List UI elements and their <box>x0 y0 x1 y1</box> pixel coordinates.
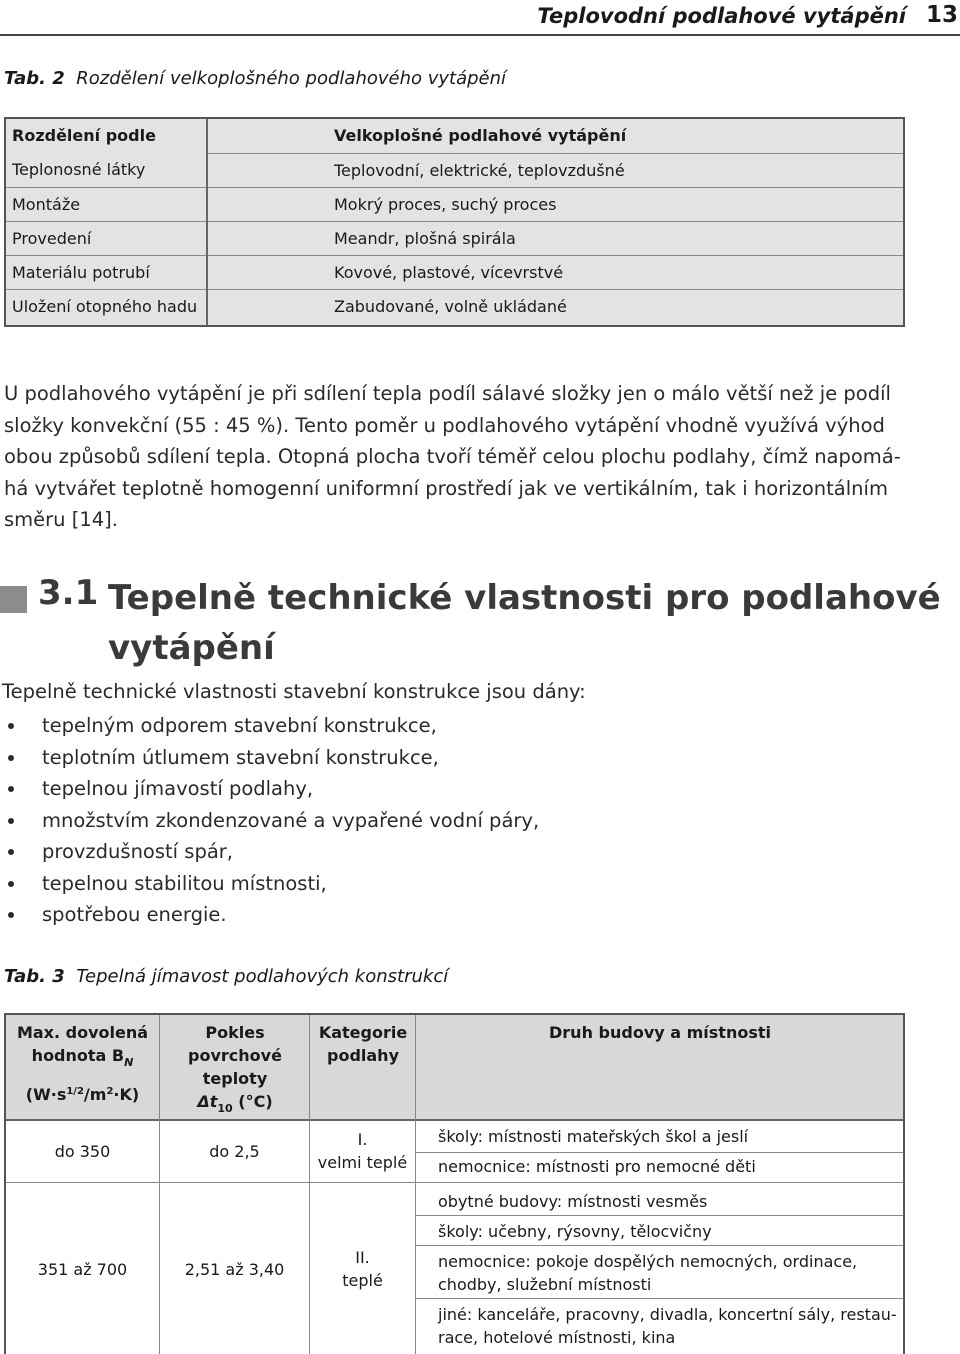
table2-row-value: Teplovodní, elektrické, teplovzdušné <box>208 153 903 187</box>
list-item: tepelným odporem stavební konstrukce, <box>8 710 539 742</box>
section-title-line: Tepelně technické vlastnosti pro podlahové <box>108 578 941 618</box>
bullet-icon <box>8 755 14 761</box>
header-rule <box>0 34 960 36</box>
table2-caption-text: Rozdělení velkoplošného podlahového vytápění <box>76 68 507 89</box>
table3 <box>4 1013 905 1354</box>
paragraph-line: směru [14]. <box>4 508 118 531</box>
table2-row-label: Materiálu potrubí <box>6 255 206 289</box>
table3-column-divider <box>415 1015 416 1354</box>
list-item: tepelnou jímavostí podlahy, <box>8 773 539 805</box>
table3-header-row <box>6 1015 903 1121</box>
table2 <box>4 117 905 327</box>
section-title <box>108 573 941 673</box>
table2-row-value: Meandr, plošná spirála <box>208 221 903 255</box>
bullet-icon <box>8 912 14 918</box>
list-item: provzdušností spár, <box>8 836 539 868</box>
table3-header-building: Druh budovy a místnosti <box>549 1023 771 1042</box>
properties-list <box>8 710 539 931</box>
bullet-icon <box>8 786 14 792</box>
table3-cell-building: nemocnice: pokoje dospělých nemocných, ordinace, chodby, služební místnosti <box>438 1252 858 1294</box>
table3-cell-building: jiné: kanceláře, pracovny, divadla, koncertní sály, restau- race, hotelové místnosti, kina <box>438 1305 897 1347</box>
table3-header-temperature-drop: Pokles povrchové teploty $\Delta t_{10}$ (°C) <box>188 1023 282 1115</box>
table3-subrow-divider <box>416 1245 903 1246</box>
bullet-icon <box>8 849 14 855</box>
table3-cell-building: školy: učebny, rýsovny, tělocvičny <box>438 1222 712 1241</box>
table2-header-left: Rozdělení podle <box>12 126 156 145</box>
table3-subrow-divider <box>416 1215 903 1216</box>
table3-cell-category: I. velmi teplé <box>317 1130 408 1172</box>
bullet-icon <box>8 881 14 887</box>
table3-header-category: Kategorie podlahy <box>318 1023 408 1065</box>
table3-column-divider <box>159 1015 160 1354</box>
table3-column-divider <box>309 1015 310 1354</box>
section-marker-square <box>0 586 27 613</box>
table3-subrow-divider <box>416 1152 903 1153</box>
table3-cell-drop: 2,51 až 3,40 <box>184 1260 285 1279</box>
table3-caption-text: Tepelná jímavost podlahových konstrukcí <box>76 966 449 987</box>
table3-row-divider <box>6 1182 903 1183</box>
list-item: teplotním útlumem stavební konstrukce, <box>8 742 539 774</box>
table2-row-label: Montáže <box>6 187 206 221</box>
bullet-icon <box>8 723 14 729</box>
list-item: spotřebou energie. <box>8 899 539 931</box>
table2-left-column <box>6 119 206 325</box>
table2-row-label: Teplonosné látky <box>12 160 146 179</box>
table3-cell-building: nemocnice: místnosti pro nemocné děti <box>438 1157 756 1176</box>
list-item: tepelnou stabilitou místnosti, <box>8 868 539 900</box>
table3-caption <box>4 966 448 987</box>
table2-row-value: Zabudované, volně ukládané <box>208 289 903 323</box>
list-intro: Tepelně technické vlastnosti stavební konstrukce jsou dány: <box>2 680 586 703</box>
body-paragraph <box>4 378 914 536</box>
bullet-icon <box>8 818 14 824</box>
section-number: 3.1 <box>38 573 99 613</box>
page-number: 13 <box>925 2 958 28</box>
table3-subrow-divider <box>416 1298 903 1299</box>
table2-row-label: Uložení otopného hadu <box>6 289 206 323</box>
table2-right-column <box>208 119 903 325</box>
table3-cell-max: do 350 <box>54 1142 111 1161</box>
table2-row-value: Kovové, plastové, vícevrstvé <box>208 255 903 289</box>
list-item: množstvím zkondenzované a vypařené vodní páry, <box>8 805 539 837</box>
table3-cell-building: školy: místnosti mateřských škol a jeslí <box>438 1127 749 1146</box>
paragraph-line: obou způsobů sdílení tepla. Otopná plocha tvoří téměř celou plochu podlahy, čímž napomá- <box>4 445 901 468</box>
table3-header-max-value: Max. dovolená hodnota $B_N$ $(W\cdot s^{1/2}/m^2\cdot K)$ <box>16 1023 149 1104</box>
paragraph-line: U podlahového vytápění je při sdílení tepla podíl sálavé složky jen o málo větší než je podíl <box>4 382 891 405</box>
table2-caption <box>4 68 506 89</box>
table3-cell-max: 351 až 700 <box>37 1260 128 1279</box>
table2-header-right: Velkoplošné podlahové vytápění <box>334 126 627 145</box>
table2-row-value: Mokrý proces, suchý proces <box>208 187 903 221</box>
table3-cell-building: obytné budovy: místnosti vesměs <box>438 1192 708 1211</box>
section-title-line: vytápění <box>108 628 275 668</box>
table2-caption-label: Tab. 2 <box>4 68 65 89</box>
running-header-title: Teplovodní podlahové vytápění <box>537 4 906 28</box>
table3-cell-category: II. teplé <box>342 1248 383 1290</box>
paragraph-line: há vytvářet teplotně homogenní uniformní prostředí jak ve vertikálním, tak i horizontálním <box>4 476 888 500</box>
paragraph-line: složky konvekční (55 : 45 %). Tento poměr u podlahového vytápění vhodně využívá výhod <box>4 413 885 437</box>
table2-row-label: Provedení <box>6 221 206 255</box>
table3-caption-label: Tab. 3 <box>4 966 65 987</box>
table3-cell-drop: do 2,5 <box>209 1142 260 1161</box>
